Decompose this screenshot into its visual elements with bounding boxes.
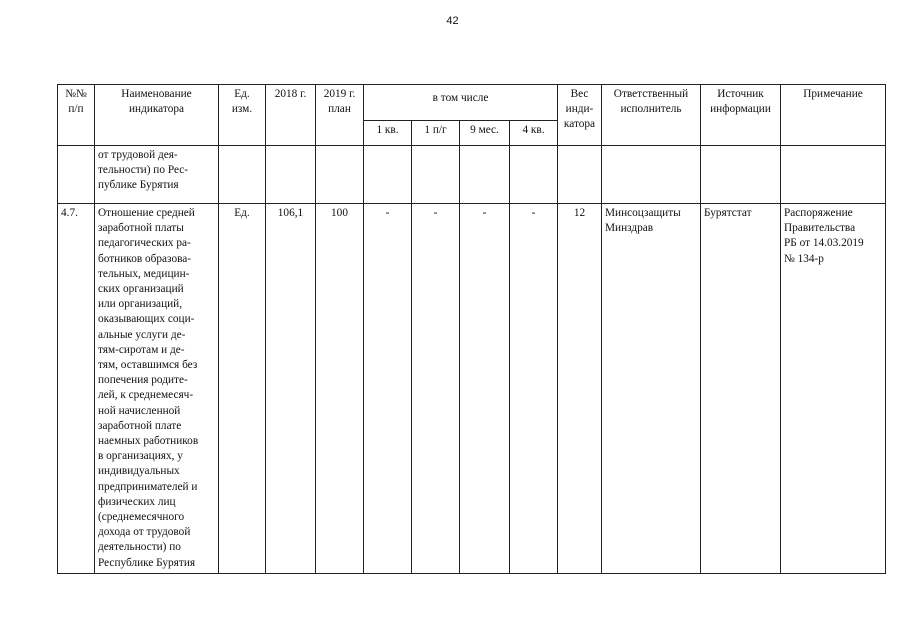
cell-weight (558, 146, 602, 204)
table-row (58, 204, 886, 574)
cell-9-months: - (460, 204, 510, 574)
page-number: 42 (446, 15, 459, 27)
cell-responsible (602, 146, 701, 204)
table-header-row (58, 85, 886, 121)
cell-source: Бурятстат (701, 204, 781, 574)
header-including: в том числе (364, 85, 558, 121)
header-9-months: 9 мес. (460, 121, 510, 146)
header-2019-plan: 2019 г. план (316, 85, 364, 146)
cell-q1: - (364, 204, 412, 574)
cell-2018 (266, 146, 316, 204)
header-source: Источник информации (701, 85, 781, 146)
cell-responsible: Минсоцзащиты Минздрав (602, 204, 701, 574)
header-weight: Вес инди- катора (558, 85, 602, 146)
header-responsible: Ответственный исполнитель (602, 85, 701, 146)
cell-indicator-name: от трудовой дея- тельности) по Рес- публике Бурятия (95, 146, 219, 204)
cell-num (58, 146, 95, 204)
cell-q1 (364, 146, 412, 204)
cell-9-months (460, 146, 510, 204)
header-unit: Ед. изм. (219, 85, 266, 146)
cell-num: 4.7. (58, 204, 95, 574)
table-row (58, 146, 886, 204)
cell-source (701, 146, 781, 204)
cell-2018: 106,1 (266, 204, 316, 574)
cell-weight: 12 (558, 204, 602, 574)
cell-2019-plan (316, 146, 364, 204)
cell-indicator-name: Отношение средней заработной платы педагогических ра- ботников образова- тельных, медицин- ских организаций или организаций, оказывающих соци- альные услуги де- тям-сиротам и де- тям, оставшимся без попечения родите- лей, к среднемесяч- ной начисленной заработной плате наемных работников в организациях, у индивидуальных предпринимателей и физических лиц (среднемесячного дохода от трудовой деятельности) по Республике Бурятия (95, 204, 219, 574)
header-half-year: 1 п/г (412, 121, 460, 146)
cell-q4 (510, 146, 558, 204)
cell-unit (219, 146, 266, 204)
header-indicator-name: Наименование индикатора (95, 85, 219, 146)
cell-half-year: - (412, 204, 460, 574)
cell-note: Распоряжение Правительства РБ от 14.03.2019 № 134-р (781, 204, 886, 574)
header-note: Примечание (781, 85, 886, 146)
header-2018: 2018 г. (266, 85, 316, 146)
cell-2019-plan: 100 (316, 204, 364, 574)
header-q4: 4 кв. (510, 121, 558, 146)
cell-note (781, 146, 886, 204)
header-num: №№ п/п (58, 85, 95, 146)
indicators-table (57, 84, 886, 574)
cell-q4: - (510, 204, 558, 574)
header-q1: 1 кв. (364, 121, 412, 146)
cell-half-year (412, 146, 460, 204)
cell-unit: Ед. (219, 204, 266, 574)
